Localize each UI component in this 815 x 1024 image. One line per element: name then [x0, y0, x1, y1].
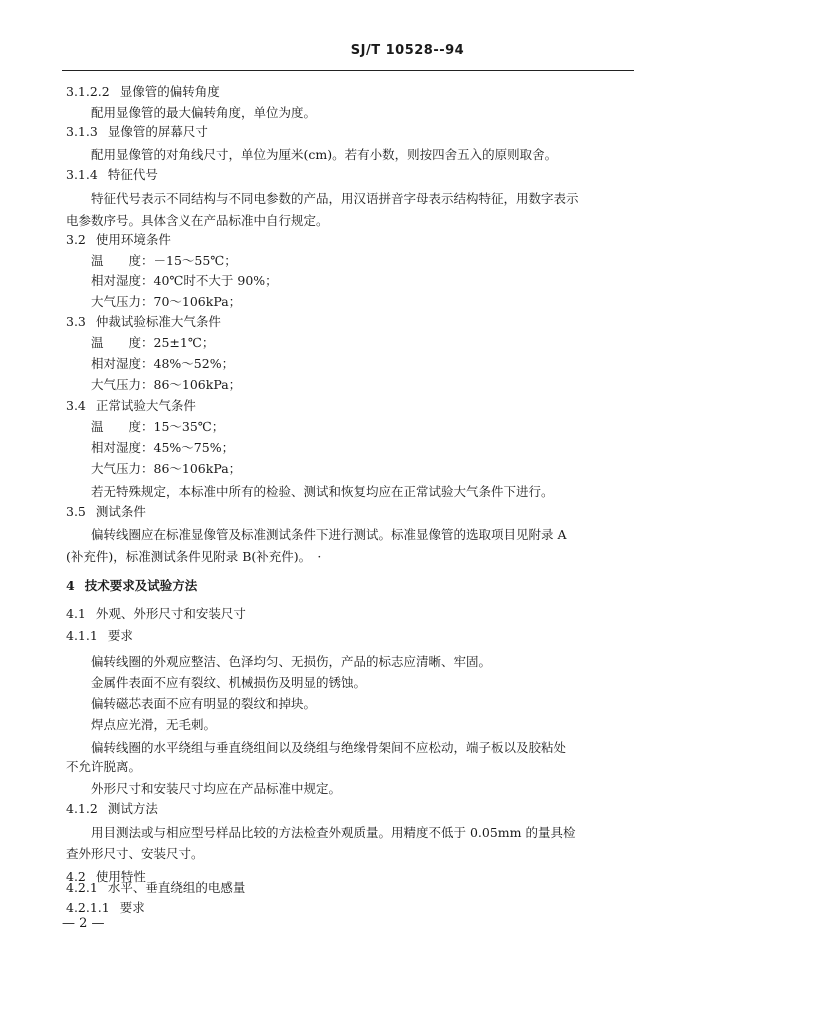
body-text-line: 外形尺寸和安装尺寸均应在产品标准中规定。	[91, 781, 342, 796]
section-heading	[66, 504, 146, 520]
section-number: 3.1.2.2	[66, 84, 110, 99]
section-heading	[66, 314, 221, 330]
body-text-line: 大气压力：86～106kPa；	[91, 377, 242, 392]
section-title: 显像管的偏转角度	[119, 84, 220, 99]
section-number: 4.1.2	[66, 801, 98, 816]
section-number: 4.2	[66, 869, 86, 884]
section-title: 测试方法	[107, 801, 158, 816]
body-text-line: 配用显像管的最大偏转角度，单位为度。	[91, 105, 317, 120]
section-heading	[66, 124, 208, 140]
section-heading	[66, 801, 158, 817]
section-number: 4.2.1.1	[66, 900, 110, 915]
body-text-line: 偏转磁芯表面不应有明显的裂纹和掉块。	[91, 696, 317, 711]
body-text-line: 查外形尺寸、安装尺寸。	[66, 846, 204, 861]
section-heading	[66, 880, 245, 896]
section-number: 3.4	[66, 398, 86, 413]
body-text-line: 用目测法或与相应型号样品比较的方法检查外观质量。用精度不低于 0.05mm 的量具检	[91, 825, 576, 840]
section-title: 水平、垂直绕组的电感量	[107, 880, 246, 895]
body-text-line: 温 度：－15～55℃；	[91, 253, 237, 268]
body-text-line: 大气压力：70～106kPa；	[91, 294, 242, 309]
body-text-line: 相对湿度：45%～75%；	[91, 440, 235, 455]
body-text-line: 偏转线圈应在标准显像管及标准测试条件下进行测试。标准显像管的选取项目见附录 A	[91, 527, 567, 542]
section-title: 特征代号	[107, 167, 158, 182]
body-text-line: 电参数序号。具体含义在产品标准中自行规定。	[66, 213, 329, 228]
section-heading	[66, 232, 171, 248]
body-text-line: 偏转线圈的外观应整洁、色泽均匀、无损伤，产品的标志应清晰、牢固。	[91, 654, 492, 669]
section-title: 要求	[119, 900, 145, 915]
body-text-line: 不允许脱离。	[66, 759, 142, 774]
body-text-line: 若无特殊规定，本标准中所有的检验、测试和恢复均应在正常试验大气条件下进行。	[91, 484, 554, 499]
body-text-line: 相对湿度：40℃时不大于 90%；	[91, 273, 278, 288]
section-title: 显像管的屏幕尺寸	[107, 124, 208, 139]
section-title: 外观、外形尺寸和安装尺寸	[95, 606, 246, 621]
body-text-line: 温 度：25±1℃；	[91, 335, 215, 350]
section-number: 4.1.1	[66, 628, 98, 643]
section-title: 使用环境条件	[95, 232, 171, 247]
section-heading	[66, 84, 220, 100]
section-title: 要求	[107, 628, 133, 643]
body-text-line: (补充件)，标准测试条件见附录 B(补充件)。 ·	[66, 549, 322, 564]
section-heading	[66, 900, 145, 916]
section-heading	[66, 167, 158, 183]
body-text-line: 金属件表面不应有裂纹、机械损伤及明显的锈蚀。	[91, 675, 367, 690]
body-text-line: 相对湿度：48%～52%；	[91, 356, 235, 371]
section-number: 3.1.4	[66, 167, 98, 182]
section-heading	[66, 398, 196, 414]
section-number: 4.2.1	[66, 880, 98, 895]
standard-number-header: SJ/T 10528--94	[350, 43, 465, 58]
section-heading	[66, 578, 197, 594]
section-number: 3.5	[66, 504, 86, 519]
section-title: 技术要求及试验方法	[84, 578, 198, 593]
section-number: 3.3	[66, 314, 86, 329]
body-text-line: 偏转线圈的水平绕组与垂直绕组间以及绕组与绝缘骨架间不应松动，端子板以及胶粘处	[91, 740, 567, 755]
section-number: 3.1.3	[66, 124, 98, 139]
section-heading	[66, 628, 133, 644]
section-title: 仲裁试验标准大气条件	[95, 314, 221, 329]
section-title: 测试条件	[95, 504, 146, 519]
body-text-line: 特征代号表示不同结构与不同电参数的产品，用汉语拼音字母表示结构特征，用数字表示	[91, 191, 579, 206]
body-text-line: 配用显像管的对角线尺寸，单位为厘米(cm)。若有小数，则按四舍五入的原则取舍。	[91, 147, 558, 162]
section-number: 4	[66, 578, 75, 593]
page-number: — 2 —	[62, 916, 105, 931]
section-number: 4.1	[66, 606, 86, 621]
section-title: 正常试验大气条件	[95, 398, 196, 413]
body-text-line: 大气压力：86～106kPa；	[91, 461, 242, 476]
body-text-line: 温 度：15～35℃；	[91, 419, 225, 434]
section-number: 3.2	[66, 232, 86, 247]
section-title: 使用特性	[95, 869, 146, 884]
body-text-line: 焊点应光滑，无毛刺。	[91, 717, 217, 732]
section-heading	[66, 606, 246, 622]
